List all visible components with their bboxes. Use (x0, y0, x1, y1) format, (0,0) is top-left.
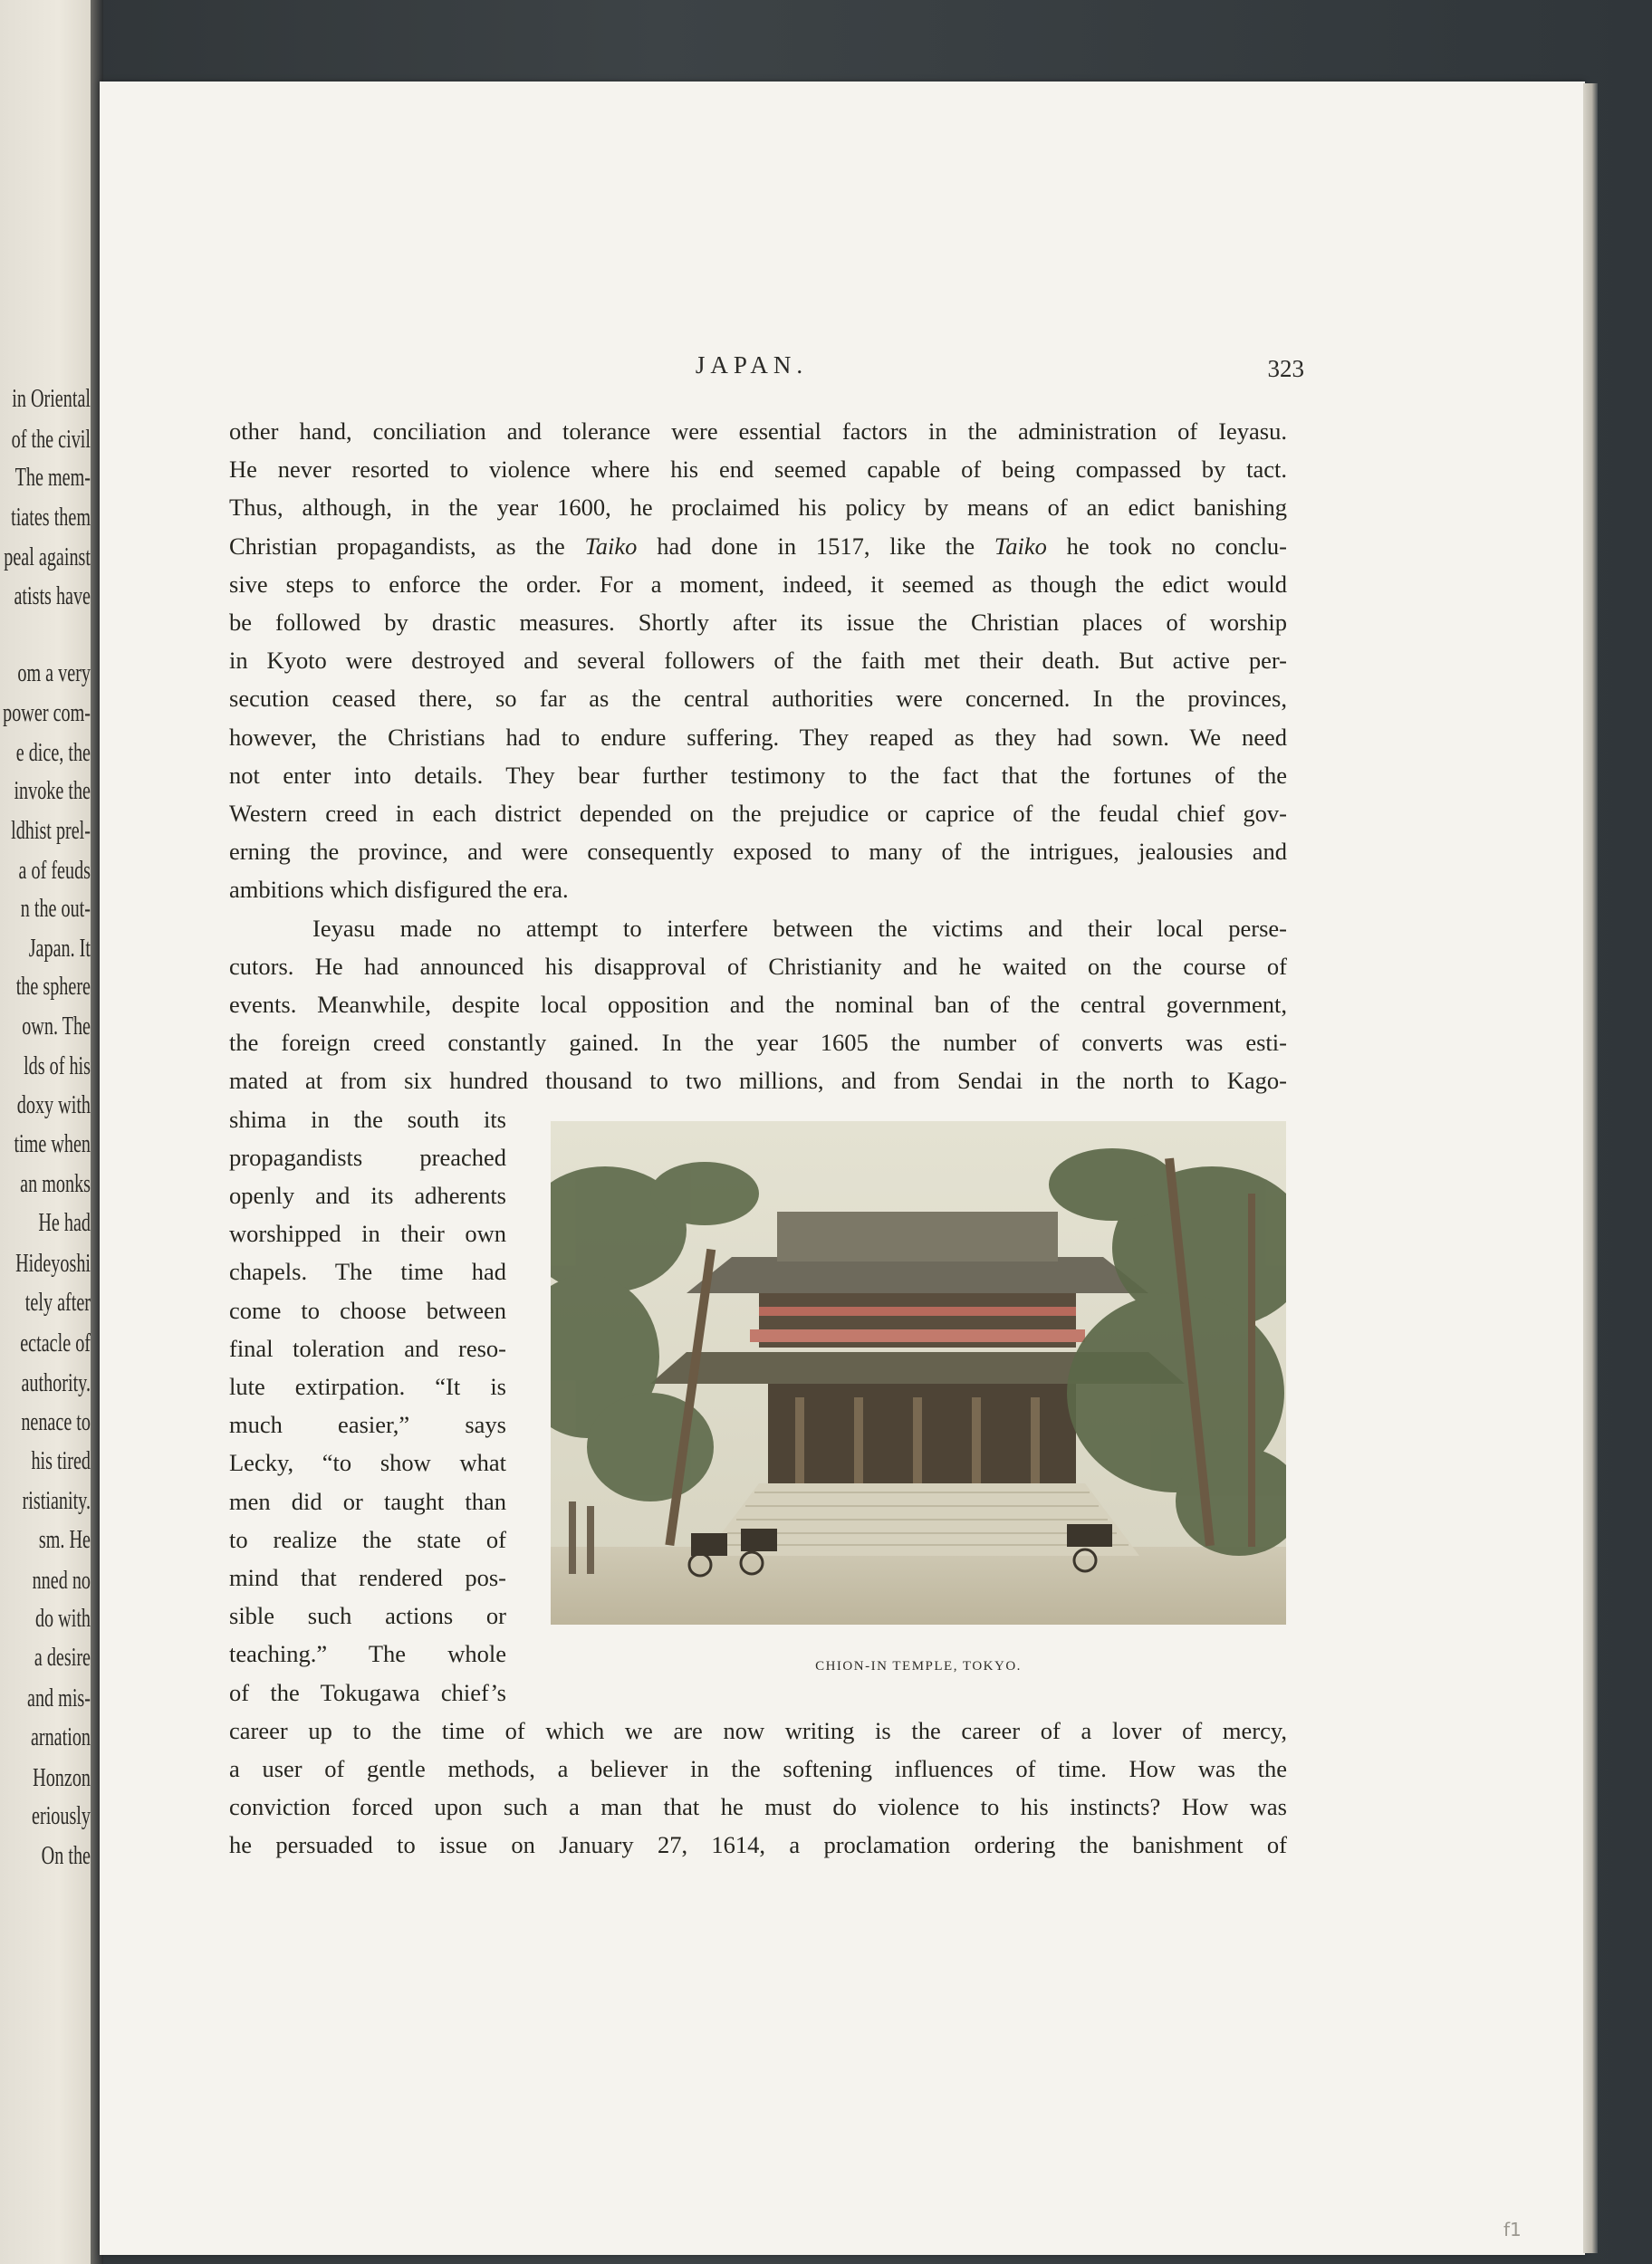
page-edge (1583, 83, 1598, 2253)
left-page-fragment: e dice, the (15, 739, 91, 767)
text-line: secution ceased there, so far as the central authorities were concerned. In the provinces, (229, 685, 1287, 713)
left-page-fragment: invoke the (14, 777, 91, 805)
italic-term: Taiko (994, 532, 1047, 560)
left-page-fragment: in Oriental (12, 385, 91, 413)
text-span: had done in 1517, like the (637, 532, 994, 560)
text-line: be followed by drastic measures. Shortly after its issue the Christian places of worship (229, 609, 1287, 636)
text-line: the foreign creed constantly gained. In the year 1605 the number of converts was esti- (229, 1029, 1287, 1057)
text-line: men did or taught than (229, 1487, 506, 1515)
text-line: sible such actions or (229, 1602, 506, 1630)
text-line: Ieyasu made no attempt to interfere between the victims and their local perse- (312, 914, 1287, 942)
temple-photo-image (551, 1121, 1286, 1625)
text-line: ambitions which disfigured the era. (229, 876, 569, 904)
left-facing-page (0, 0, 98, 2264)
left-page-fragment: do with (34, 1605, 91, 1633)
text-line: Western creed in each district depended on the prejudice or caprice of the feudal chief gov- (229, 800, 1287, 827)
text-line: teaching.” The whole (229, 1640, 506, 1668)
text-line: cutors. He had announced his disapproval of Christianity and he waited on the course of (229, 952, 1287, 980)
left-page-fragment: the sphere (15, 973, 91, 1001)
text-line: events. Meanwhile, despite local opposition and the nominal ban of the central government, (229, 991, 1287, 1018)
left-page-fragment: ristianity. (22, 1487, 91, 1515)
left-page-fragment: nned no (32, 1567, 91, 1595)
left-page-fragment: time when (14, 1130, 91, 1158)
text-line: conviction forced upon such a man that he must do violence to his instincts? How was (229, 1793, 1287, 1821)
text-line: mind that rendered pos- (229, 1564, 506, 1591)
left-page-fragment: of the civil (11, 426, 91, 454)
left-page-fragment: eriously (32, 1802, 91, 1830)
text-line: Thus, although, in the year 1600, he proclaimed his policy by means of an edict banishing (229, 494, 1287, 522)
left-page-fragment: om a very (17, 659, 91, 687)
left-page-fragment: atists have (14, 582, 91, 610)
text-line: career up to the time of which we are now writing is the career of a lover of mercy, (229, 1716, 1287, 1744)
text-line: he persuaded to issue on January 27, 1614, a proclamation ordering the banishment of (229, 1831, 1287, 1859)
text-line: come to choose between (229, 1296, 506, 1324)
text-line: of the Tokugawa chief’s (229, 1678, 506, 1706)
text-span: he took no conclu- (1046, 532, 1288, 560)
left-page-fragment: power com- (3, 699, 91, 727)
photo-caption: CHION-IN TEMPLE, TOKYO. (815, 1659, 1022, 1674)
text-line: sive steps to enforce the order. For a moment, indeed, it seemed as though the edict would (229, 570, 1287, 598)
text-line: mated at from six hundred thousand to two millions, and from Sendai in the north to Kago- (229, 1067, 1287, 1095)
left-page-fragment: nenace to (21, 1408, 91, 1436)
text-line: not enter into details. They bear further testimony to the fact that the fortunes of the (229, 761, 1287, 789)
left-page-fragment: and mis- (27, 1684, 91, 1712)
left-page-fragment: own. The (22, 1012, 91, 1041)
text-line: final toleration and reso- (229, 1334, 506, 1362)
left-page-fragment: tiates them (11, 504, 91, 532)
text-line: propagandists preached (229, 1143, 506, 1171)
text-line: chapels. The time had (229, 1258, 506, 1286)
text-line: much easier,” says (229, 1411, 506, 1439)
left-page-fragment: an monks (20, 1170, 91, 1198)
left-page-fragment: Japan. It (28, 935, 91, 963)
text-line: shima in the south its (229, 1105, 506, 1133)
text-line: in Kyoto were destroyed and several followers of the faith met their death. But active per- (229, 647, 1287, 675)
left-page-fragment: doxy with (16, 1091, 91, 1119)
left-page-fragment: ectacle of (20, 1329, 91, 1357)
text-line: He never resorted to violence where his end seemed capable of being compassed by tact. (229, 456, 1287, 484)
text-line: Lecky, “to show what (229, 1449, 506, 1477)
text-line: openly and its adherents (229, 1182, 506, 1209)
left-page-fragment: a desire (34, 1644, 91, 1672)
left-page-fragment: arnation (30, 1723, 91, 1751)
left-page-fragment: n the out- (20, 895, 91, 923)
temple-photograph (551, 1121, 1286, 1625)
left-page-fragment: sm. He (38, 1526, 91, 1554)
page-number: 323 (1267, 355, 1304, 382)
left-page-fragment: his tired (31, 1447, 91, 1475)
text-line (229, 527, 1287, 565)
left-page-fragment: peal against (4, 543, 91, 571)
italic-term: Taiko (584, 532, 638, 560)
text-line: however, the Christians had to endure suffering. They reaped as they had sown. We need (229, 723, 1287, 751)
left-page-fragment: Honzon (33, 1764, 91, 1792)
text-span: Christian propagandists, as the (229, 532, 585, 560)
text-line: worshipped in their own (229, 1220, 506, 1248)
left-page-fragment: On the (41, 1842, 91, 1870)
running-title: JAPAN. (695, 351, 809, 379)
left-page-fragment: lds of his (24, 1052, 91, 1080)
text-line: a user of gentle methods, a believer in the softening influences of time. How was the (229, 1755, 1287, 1782)
left-page-fragment: a of feuds (18, 857, 91, 885)
text-line: erning the province, and were consequently exposed to many of the intrigues, jealousies and (229, 838, 1287, 866)
left-page-fragment: The mem- (14, 464, 91, 492)
text-line: other hand, conciliation and tolerance were essential factors in the administration of Ieyasu. (229, 417, 1287, 445)
left-page-fragment: authority. (21, 1369, 91, 1397)
text-line: lute extirpation. “It is (229, 1373, 506, 1400)
left-page-fragment: ldhist prel- (11, 817, 91, 845)
text-line: to realize the state of (229, 1525, 506, 1553)
left-page-fragment: Hideyoshi (15, 1250, 91, 1278)
left-page-fragment: He had (38, 1209, 91, 1237)
pencil-mark: f1 (1503, 2219, 1522, 2240)
left-page-fragment: tely after (24, 1289, 91, 1317)
